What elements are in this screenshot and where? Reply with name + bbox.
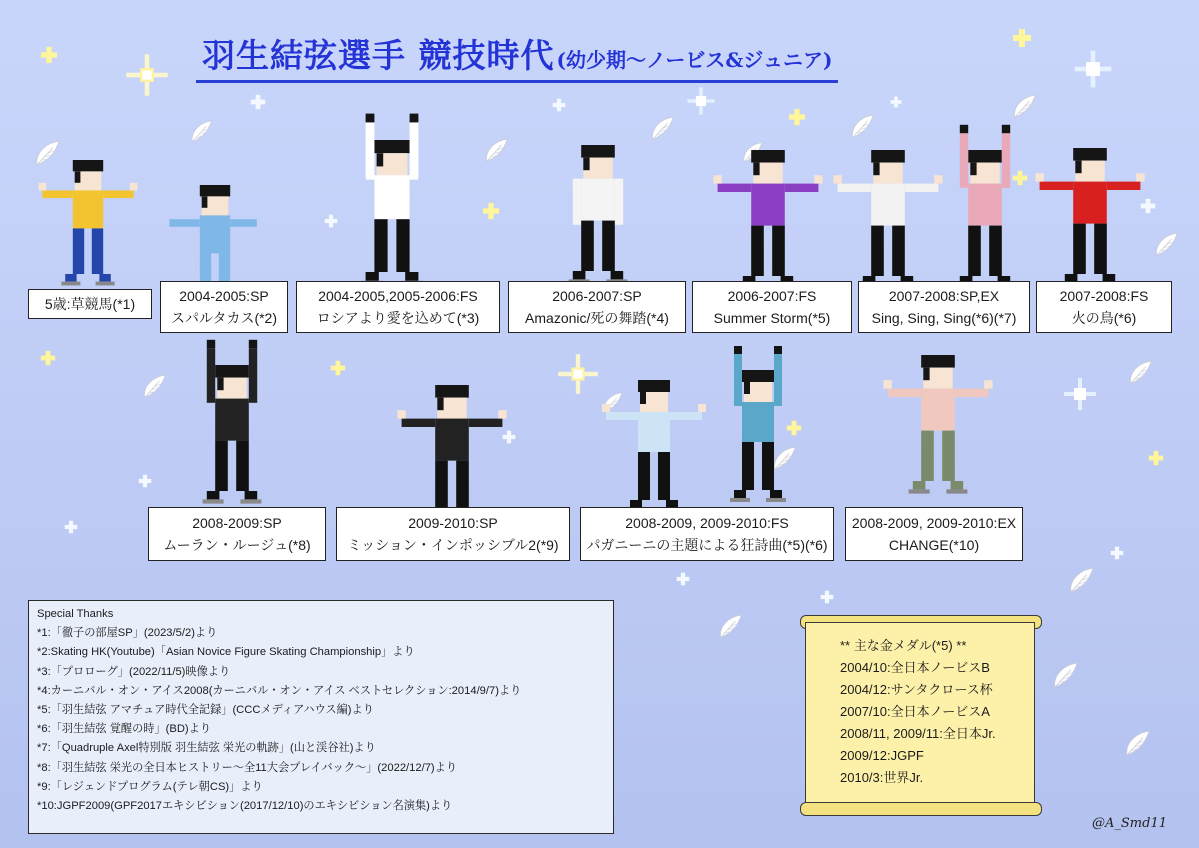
program-label-mission-impossible xyxy=(336,507,570,561)
program-season: 5歳:草競馬(*1) xyxy=(44,296,136,312)
program-label-spartacus xyxy=(160,281,288,333)
medal-item: 2009/12:JGPF xyxy=(840,748,924,763)
program-season: 2007-2008:FS xyxy=(1059,288,1149,304)
program-season: 2004-2005:SP xyxy=(179,288,269,304)
thanks-item: *1:「徹子の部屋SP」(2023/5/2)より xyxy=(37,627,218,640)
thanks-item: *10:JGPF2009(GPF2017エキシビション(2017/12/10)のエキシビション名演集)より xyxy=(37,800,453,813)
program-season: 2008-2009:SP xyxy=(192,515,282,531)
program-season: 2009-2010:SP xyxy=(408,515,498,531)
program-season: 2007-2008:SP,EX xyxy=(888,288,1000,304)
thanks-item: *5:「羽生結弦 アマチュア時代全記録」(CCCメディアハウス編)より xyxy=(37,704,374,717)
title-main: 羽生結弦選手 競技時代 xyxy=(202,36,555,75)
program-label-moulin-rouge xyxy=(148,507,326,561)
program-label-firebird xyxy=(1036,281,1172,333)
program-label-from-russia xyxy=(296,281,500,333)
medal-item: 2004/12:サンタクロース杯 xyxy=(840,682,993,697)
program-label-sing-sing-sing xyxy=(858,281,1030,333)
program-title: スパルタカス(*2) xyxy=(171,310,277,326)
medal-item: 2007/10:全日本ノービスA xyxy=(840,704,990,719)
medal-heading: ** 主な金メダル(*5) ** xyxy=(840,638,967,653)
skater-paganini-2 xyxy=(730,346,786,502)
artist-credit: @A_Smd11 xyxy=(1092,816,1167,831)
program-title: CHANGE(*10) xyxy=(888,537,980,553)
medal-item: 2008/11, 2009/11:全日本Jr. xyxy=(840,726,996,741)
skater-moulin-rouge xyxy=(203,340,262,504)
thanks-item: *9:「レジェンドプログラム(テレ朝CS)」より xyxy=(37,780,263,793)
gold-medal-scroll xyxy=(805,622,1035,808)
special-thanks-box xyxy=(28,600,614,834)
program-label-summer-storm xyxy=(692,281,852,333)
thanks-item: *7:「Quadruple Axel特別版 羽生結弦 栄光の軌跡」(山と渓谷社)より xyxy=(37,742,376,755)
program-title: ロシアより愛を込めて(*3) xyxy=(316,310,480,326)
program-season: 2008-2009, 2009-2010:FS xyxy=(625,515,789,531)
medal-item: 2004/10:全日本ノービスB xyxy=(840,660,990,675)
program-label-amazonic xyxy=(508,281,686,333)
program-label-paganini xyxy=(580,507,834,561)
skater-from-russia xyxy=(361,114,423,286)
skater-firebird xyxy=(1035,148,1144,287)
program-title: Amazonic/死の舞踏(*4) xyxy=(525,310,669,326)
special-thanks-heading: Special Thanks xyxy=(37,608,114,620)
scroll-bottom-roll xyxy=(800,802,1042,816)
skater-kusakeiba xyxy=(39,160,138,285)
thanks-item: *4:カーニバル・オン・アイス2008(カーニバル・オン・アイス ベストセレクション:2014/9/7)より xyxy=(37,684,522,697)
program-title: ムーラン・ルージュ(*8) xyxy=(163,537,311,553)
thanks-item: *2:Skating HK(Youtube)「Asian Novice Figure Skating Championship」より xyxy=(37,646,415,659)
skater-change xyxy=(883,355,992,494)
skater-sing-2 xyxy=(956,125,1015,289)
program-season: 2006-2007:FS xyxy=(727,288,817,304)
page-title xyxy=(196,30,838,83)
program-title: 火の鳥(*6) xyxy=(1071,310,1137,326)
program-label-kusakeiba xyxy=(28,289,152,319)
program-title: ミッション・インポッシブル2(*9) xyxy=(347,537,559,553)
skater-summer-storm xyxy=(713,150,822,289)
program-season: 2006-2007:SP xyxy=(552,288,642,304)
medal-item: 2010/3:世界Jr. xyxy=(840,770,924,785)
thanks-item: *6:「羽生結弦 覚醒の時」(BD)より xyxy=(37,723,212,736)
thanks-item: *8:「羽生結弦 栄光の全日本ヒストリー〜全11大会プレイバック〜」(2022/12/7)より xyxy=(37,761,458,774)
program-season: 2008-2009, 2009-2010:EX xyxy=(851,515,1017,531)
program-title: パガニーニの主題による狂詩曲(*5)(*6) xyxy=(586,537,828,553)
skater-amazonic xyxy=(569,145,628,284)
program-label-change xyxy=(845,507,1023,561)
skater-sing-1 xyxy=(833,150,942,289)
skater-mission xyxy=(397,385,506,524)
thanks-item: *3:「プロローグ」(2022/11/5)映像より xyxy=(37,665,231,678)
program-title: Sing, Sing, Sing(*6)(*7) xyxy=(871,310,1017,326)
program-season: 2004-2005,2005-2006:FS xyxy=(318,288,478,304)
program-title: Summer Storm(*5) xyxy=(713,310,831,326)
title-subtitle: (幼少期〜ノービス&ジュニア) xyxy=(556,48,833,72)
